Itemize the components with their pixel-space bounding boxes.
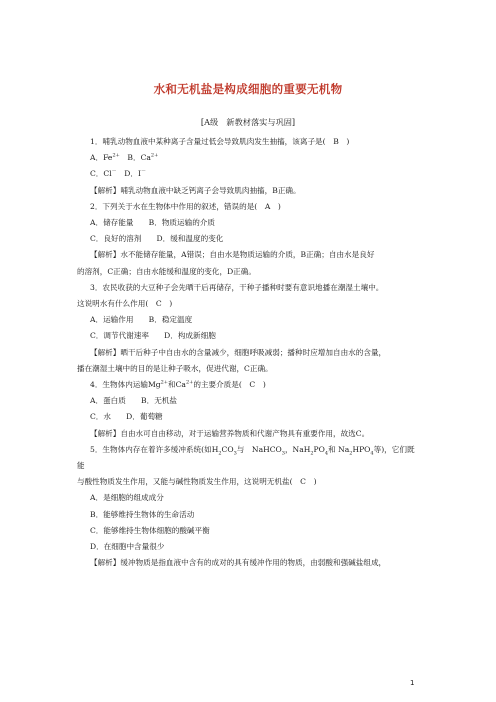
section-heading: [A级 新教材落实与巩固] [200,117,296,127]
q3-stem-line2: 这说明水有什么作用( C ) [77,299,173,309]
q1-opt-c-charge: － [111,168,117,175]
q4-analysis: 【解析】自由水可自由移动，对于运输营养物质和代谢产物具有重要作用，故选C。 [90,428,370,438]
page-number: 1 [410,679,415,687]
q5-subscript: 2 [218,450,222,457]
q5-analysis: 【解析】缓冲物质是指血液中含有的成对的具有缓冲作用的物质，由弱酸和强碱盐组成， [90,558,387,568]
q1-opt-a-charge: 2+ [112,152,120,159]
question-list [77,134,421,571]
q5-stem-line2: 与酸性物质发生作用，又能与碱性物质发生作用，这说明无机盐( C ) [77,477,317,487]
q3-options-cd: C．调节代谢速率 D．构成新细胞 [90,331,216,341]
q5-option-b: B．能够维持生物体的生命活动 [90,509,195,519]
q2-options-ab: A．储存能量 B．物质运输的介质 [90,218,215,228]
q4-stem-part: 和Ca [168,380,186,390]
q5-stem-part: PO [313,444,325,454]
q5-stem-part: ，NaH [284,444,311,454]
q5-stem-part: 5．生物体内存在着许多缓冲系统(如H [90,444,219,454]
q5-stem-part: 和 Na [328,444,350,454]
q1-opt-b: B．Ca [119,153,151,163]
q3-options-ab: A．运输作用 B．稳定温度 [90,315,193,325]
q5-stem-part: 与 NaHCO [236,444,282,454]
q5-subscript: 2 [349,450,353,457]
q1-stem: 1．哺乳动物血液中某种离子含量过低会导致肌肉发生抽搐，该离子是( B ) [90,137,350,146]
q1-analysis: 【解析】哺乳动物血液中缺乏钙离子会导致肌肉抽搐，B正确。 [90,185,301,195]
q5-stem-part: HPO [352,444,371,454]
q1-opt-c: C．Cl [90,169,112,179]
q1-opt-d-charge: － [140,168,146,175]
q1-opt-a: A．Fe [90,153,113,163]
q4-options-ab: A．蛋白质 B．无机盐 [90,396,178,406]
q5-option-c: C．能够维持生物体细胞的酸碱平衡 [90,525,210,535]
doc-title: 水和无机盐是构成细胞的重要无机物 [153,82,343,96]
q4-stem [77,377,421,393]
q2-options-cd: C．良好的溶剂 D．缓和温度的变化 [90,234,224,244]
q5-subscript: 2 [310,450,314,457]
q5-option-d: D．在细胞中含量很少 [90,542,165,552]
q1-options-ab [77,150,421,166]
q5-subscript: 3 [233,450,237,457]
q5-stem-part: 等)，它们既能 [77,444,415,471]
q1-opt-d: D．I [116,169,141,179]
q5-stem-part: CO [221,444,234,454]
q5-subscript: 4 [324,450,329,457]
q4-stem-part: 的主要介质是( C ) [193,380,266,390]
q5-stem-line1 [77,442,421,474]
q5-option-a: A．是细胞的组成成分 [90,493,164,503]
q3-stem-line1: 3．农民收获的大豆种子会先晒干后再储存，干种子播种时要有意识地播在潮湿土壤中。 [90,282,384,292]
q4-stem-part: 4．生物体内运输Mg [90,380,161,390]
q3-analysis-line2: 播在潮湿土壤中的目的是让种子吸水，促进代谢，C正确。 [77,363,273,373]
q4-mg-charge: 2+ [160,379,168,386]
q1-options-cd [77,166,421,182]
q4-ca-charge: 2+ [185,379,194,386]
q2-analysis-line1: 【解析】水不能储存能量，A错误；自由水是物质运输的介质，B正确；自由水是良好 [90,250,375,260]
q5-subscript: 3 [281,450,285,457]
q2-stem: 2．下列关于水在生物体中作用的叙述，错误的是( A ) [90,201,281,211]
q2-analysis-line2: 的溶剂，C正确；自由水能缓和温度的变化，D正确。 [77,266,256,276]
q5-subscript: 4 [370,450,374,457]
q4-options-cd: C．水 D．葡萄糖 [90,412,163,422]
q1-opt-b-charge: 2+ [150,152,159,159]
q3-analysis-line1: 【解析】晒干后种子中自由水的含量减少，细胞呼吸减弱；播种时应增加自由水的含量， [90,347,387,357]
